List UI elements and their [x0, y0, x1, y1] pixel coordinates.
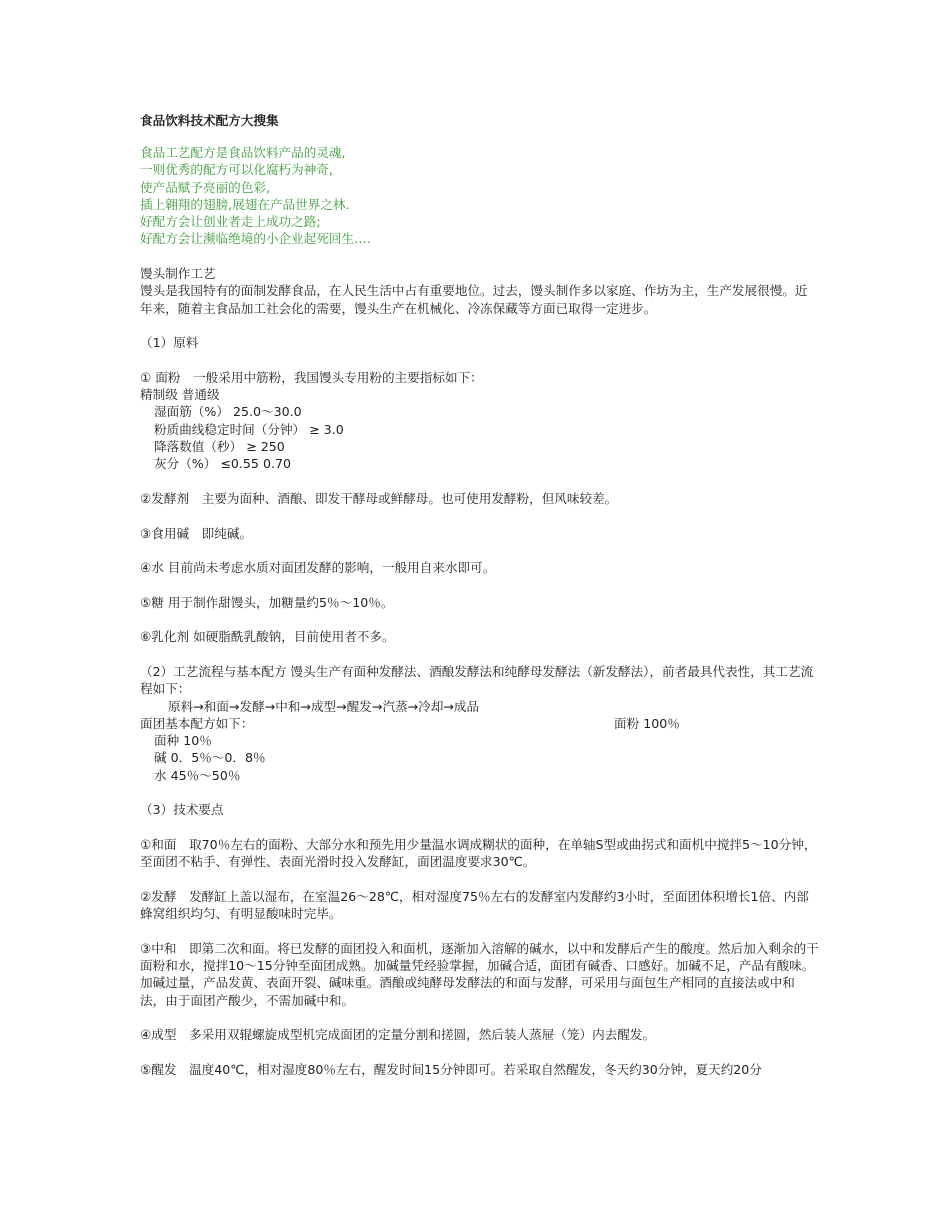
spec-line: 灰分（%） ≤0.55 0.70 [154, 456, 291, 472]
process-flow: 原料→和面→发酵→中和→成型→醒发→汽蒸→冷却→成品 [168, 698, 480, 714]
raw-item: ③食用碱 即纯碱。 [140, 525, 253, 541]
formula-item: 面种 10％ [154, 733, 212, 749]
process-heading: （2）工艺流程与基本配方 馒头生产有面种发酵法、酒酿发酵法和纯酵母发酵法（新发酵法），前者最具代表性，其工艺流程如下： [140, 663, 814, 697]
intro-block [140, 144, 820, 248]
section-title: 馒头制作工艺 [140, 266, 216, 282]
spec-line: 湿面筋（%） 25.0～30.0 [154, 404, 302, 420]
intro-line: 使产品赋予亮丽的色彩, [140, 179, 270, 195]
formula-item: 碱 0．5％～0．8％ [154, 750, 266, 766]
formula-label: 面团基本配方如下： [140, 715, 254, 731]
raw-item: ②发酵剂 主要为面种、酒酿、即发干酵母或鲜酵母。也可使用发酵粉，但风味较差。 [140, 490, 618, 506]
raw-item: ④水 目前尚未考虑水质对面团发酵的影响，一般用自来水即可。 [140, 560, 496, 576]
intro-line: 好配方会让创业者走上成功之路; [140, 214, 321, 230]
tech-heading: （3）技术要点 [140, 802, 224, 818]
spec-line: 降落数值（秒） ≥ 250 [154, 439, 285, 455]
intro-line: 插上翱翔的翅膀,展翅在产品世界之林. [140, 196, 350, 212]
tech-item: ③中和 即第二次和面。将已发酵的面团投入和面机，逐渐加入溶解的碱水，以中和发酵后产生的酸度。然后加入剩余的干面粉和水，搅拌10～15分钟至面团成熟。加碱量凭经验掌握，加碱合适，面团有碱香、口感好。加碱不足，产品有酸味。加碱过量，产品发黄、表面开裂、碱味重。酒酿或纯酵母发酵法的和面与发酵，可采用与面包生产相同的直接法或中和法，由于面团产酸少，不需加碱中和。 [140, 940, 819, 1008]
grades-line: 精制级 普通级 [140, 387, 220, 403]
formula-label-row [140, 715, 820, 732]
formula-item: 水 45％～50％ [154, 767, 241, 783]
section-intro: 馒头是我国特有的面制发酵食品，在人民生活中占有重要地位。过去，馒头制作多以家庭、作坊为主，生产发展很慢。近年来，随着主食品加工社会化的需要，馒头生产在机械化、冷冻保藏等方面已取得一定进步。 [140, 283, 808, 316]
intro-line: 好配方会让濒临绝境的小企业起死回生…. [140, 231, 371, 247]
raw-item: ⑤糖 用于制作甜馒头，加糖量约5％～10％。 [140, 594, 394, 610]
document-title: 食品饮料技术配方大搜集 [140, 113, 279, 128]
tech-item: ②发酵 发酵缸上盖以湿布，在室温26～28℃，相对湿度75％左右的发酵室内发酵约3小时，至面团体积增长1倍、内部蜂窝组织均匀、有明显酸味时完毕。 [140, 888, 809, 922]
flour-line: ① 面粉 一般采用中筋粉，我国馒头专用粉的主要指标如下： [140, 369, 483, 385]
raw-heading: （1）原料 [140, 335, 199, 351]
intro-line: 一则优秀的配方可以化腐朽为神奇, [140, 162, 333, 178]
tech-item: ⑤醒发 温度40℃，相对湿度80％左右，醒发时间15分钟即可。若采取自然醒发，冬天约30分钟，夏天约20分 [140, 1061, 762, 1077]
formula-flour: 面粉 100％ [614, 715, 680, 731]
tech-item: ①和面 取70％左右的面粉、大部分水和预先用少量温水调成糊状的面种，在单轴S型或曲拐式和面机中搅拌5～10分钟，至面团不粘手、有弹性、表面光滑时投入发酵缸，面团温度要求30℃。 [140, 836, 817, 870]
document-page [140, 112, 820, 1078]
spec-line: 粉质曲线稳定时间（分钟） ≥ 3.0 [154, 421, 344, 437]
raw-item: ⑥乳化剂 如硬脂酰乳酸钠，目前使用者不多。 [140, 629, 395, 645]
tech-item: ④成型 多采用双辊螺旋成型机完成面团的定量分割和搓圆，然后装人蒸屉（笼）内去醒发。 [140, 1027, 656, 1043]
intro-line: 食品工艺配方是食品饮料产品的灵魂, [140, 145, 346, 160]
